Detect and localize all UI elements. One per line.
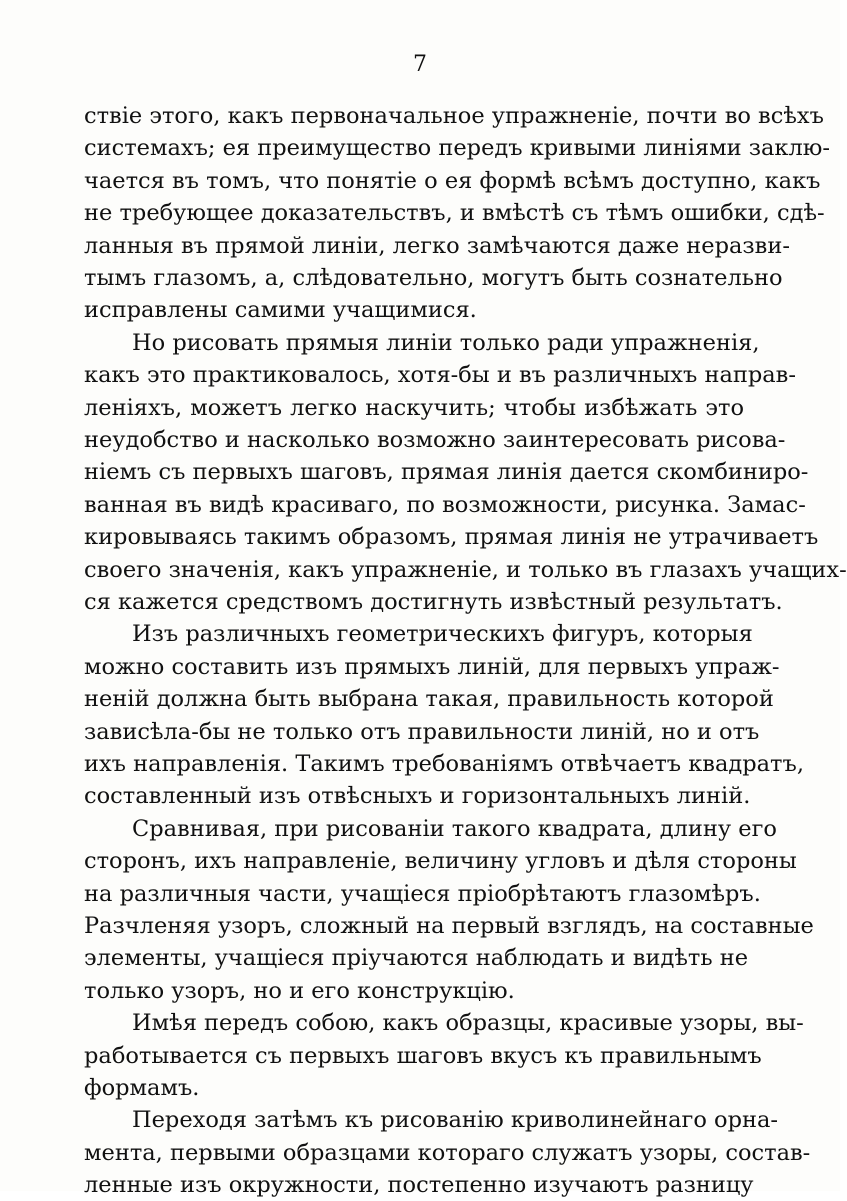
text-line: Но рисовать прямыя линіи только ради упражненія,: [132, 329, 760, 356]
text-line: сторонъ, ихъ направленіе, величину угловъ и дѣля стороны: [84, 848, 797, 875]
text-line: кировываясь такимъ образомъ, прямая линія не утрачиваетъ: [84, 524, 819, 551]
text-line: ленные изъ окружности, постепенно изучаютъ разницу: [84, 1172, 754, 1199]
text-line: элементы, учащіеся пріучаются наблюдать и видѣть не: [84, 945, 749, 972]
page-number: 7: [413, 52, 427, 77]
text-line: ланныя въ прямой линіи, легко замѣчаются даже неразви-: [84, 232, 790, 259]
text-line: ванная въ видѣ красиваго, по возможности, рисунка. Замас-: [84, 491, 806, 518]
text-line: зависѣла-бы не только отъ правильности линій, но и отъ: [84, 718, 760, 745]
text-line: ніемъ съ первыхъ шаговъ, прямая линія дается скомбиниро-: [84, 459, 809, 486]
text-line: Разчленяя узоръ, сложный на первый взглядъ, на составные: [84, 913, 814, 939]
text-line: только узоръ, но и его конструкцію.: [84, 977, 515, 1004]
text-line: своего значенія, какъ упражненіе, и только въ глазахъ учащих-: [84, 556, 847, 583]
text-line: Переходя затѣмъ къ рисованію криволинейнаго орна-: [132, 1107, 778, 1134]
text-line: какъ это практиковалось, хотя-бы и въ различныхъ направ-: [84, 362, 796, 389]
text-line: леніяхъ, можетъ легко наскучить; чтобы избѣжать это: [84, 394, 744, 421]
text-line: Изъ различныхъ геометрическихъ фигуръ, которыя: [132, 621, 753, 648]
text-line: ствіе этого, какъ первоначальное упражненіе, почти во всѣхъ: [84, 103, 824, 129]
text-line: Имѣя передъ собою, какъ образцы, красивые узоры, вы-: [132, 1010, 804, 1037]
text-line: ихъ направленія. Такимъ требованіямъ отвѣчаетъ квадратъ,: [84, 751, 804, 777]
text-line: не требующее доказательствъ, и вмѣстѣ съ тѣмъ ошибки, сдѣ-: [84, 200, 825, 227]
text-line: чается въ томъ, что понятіе о ея формѣ всѣмъ доступно, какъ: [84, 167, 821, 194]
text-line: можно составить изъ прямыхъ линій, для первыхъ упраж-: [84, 653, 780, 680]
text-line: ся кажется средствомъ достигнуть извѣстный результатъ.: [84, 589, 783, 615]
text-line: неудобство и насколько возможно заинтересовать рисова-: [84, 427, 786, 453]
text-line: на различныя части, учащіеся пріобрѣтаютъ глазомѣръ.: [84, 880, 761, 907]
text-line: Сравнивая, при рисованіи такого квадрата, длину его: [132, 815, 777, 842]
text-line: составленный изъ отвѣсныхъ и горизонтальныхъ линій.: [84, 783, 751, 810]
text-line: тымъ глазомъ, а, слѣдовательно, могутъ быть сознательно: [84, 265, 783, 291]
text-line: работывается съ первыхъ шаговъ вкусъ къ правильнымъ: [84, 1042, 762, 1069]
text-line: системахъ; ея преимущество передъ кривыми линіями заклю-: [84, 135, 830, 162]
text-line: формамъ.: [84, 1075, 200, 1101]
text-line: неній должна быть выбрана такая, правильность которой: [84, 686, 774, 713]
text-line: исправлены самими учащимися.: [84, 297, 477, 324]
text-line: мента, первыми образцами котораго служатъ узоры, состав-: [84, 1139, 811, 1166]
